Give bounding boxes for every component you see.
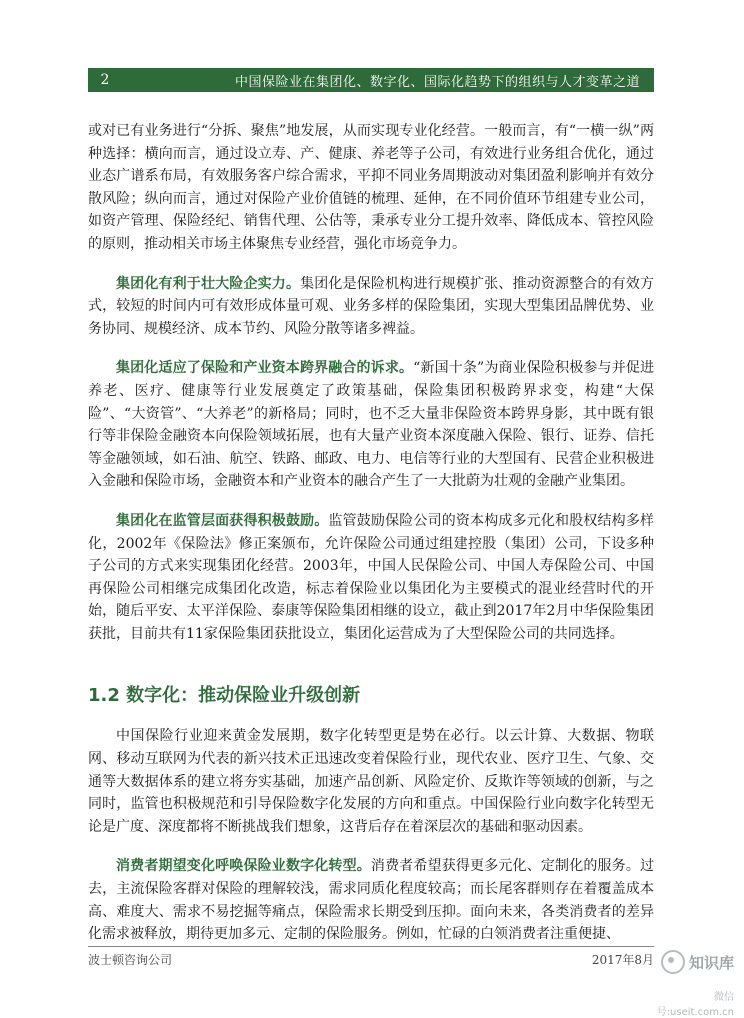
paragraph-3-lead: 集团化适应了保险和产业资本跨界融合的诉求。 <box>116 360 414 377</box>
paragraph-4 <box>88 510 654 646</box>
paragraph-6 <box>88 855 654 945</box>
watermark-logo-text: 知识库 <box>688 953 734 972</box>
main-content <box>88 120 654 963</box>
footer-divider <box>88 946 654 947</box>
paragraph-2 <box>88 273 654 341</box>
paragraph-4-lead: 集团化在监管层面获得积极鼓励。 <box>116 512 329 529</box>
paragraph-3 <box>88 357 654 493</box>
report-title: 中国保险业在集团化、数字化、国际化趋势下的组织与人才变革之道 <box>234 74 640 90</box>
watermark <box>644 950 734 1018</box>
paragraph-2-text: 集团化是保险机构进行规模扩张、推动资源整合的有效方式，较短的时间内可有效形成体量可观、业务多样的保险集团，实现大型集团品牌优势、业务协同、规模经济、成本节约、风险分散等诸多裨益。 <box>88 275 654 337</box>
paragraph-6-text: 消费者希望获得更多元化、定制化的服务。过去，主流保险客群对保险的理解较浅，需求同质化程度较高；而长尾客群则存在着覆盖成本高、难度大、需求不易挖掘等痛点，保险需求长期受到压抑。面向未来，各类消费者的差异化需求被释放，期待更加多元、定制的保险服务。例如，忙碌的白领消费者注重便捷、 <box>88 858 655 943</box>
wechat-icon <box>661 950 685 974</box>
paragraph-5: 中国保险行业迎来黄金发展期，数字化转型更是势在必行。以云计算、大数据、物联网、移动互联网为代表的新兴技术正迅速改变着保险行业，现代农业、医疗卫生、气象、交通等大数据体系的建立将夯实基础，加速产品创新、风险定价、反欺诈等领域的创新，与之同时，监管也积极规范和引导保险数字化发展的方向和重点。中国保险行业向数字化转型无论是广度、深度都将不断挑战我们想象，这背后存在着深层次的基础和驱动因素。 <box>88 728 654 835</box>
watermark-subtext: 微信号:useit.com.cn <box>656 992 734 1018</box>
header-bar <box>88 68 654 92</box>
paragraph-6-lead: 消费者期望变化呼唤保险业数字化转型。 <box>116 858 371 875</box>
paragraph-1: 或对已有业务进行“分拆、聚焦”地发展，从而实现专业化经营。一般而言，有“一横一纵”两种选择：横向而言，通过设立寿、产、健康、养老等子公司，有效进行业务组合优化，通过业态广谱系布局，有效服务客户综合需求，平抑不同业务周期波动对集团盈利影响并有效分散风险；纵向而言，通过对保险产业价值链的梳理、延伸，在不同价值环节组建专业公司，如资产管理、保险经纪、销售代理、公估等，秉承专业分工提升效率、降低成本、管控风险的原则，推动相关市场主体聚焦专业经营，强化市场竞争力。 <box>88 123 654 252</box>
paragraph-3-text: “新国十条”为商业保险积极参与并促进养老、医疗、健康等行业发展奠定了政策基础，保险集团积极跨界求变，构建“大保险”、“大资管”、“大养老”的新格局；同时，也不乏大量非保险资本跨界身影，其中既有银行等非保险金融资本向保险领域拓展，也有大量产业资本深度融入保险、银行、证券、信托等金融领域，如石油、航空、铁路、邮政、电力、电信等行业的大型国有、民营企业积极进入金融和保险市场，金融资本和产业资本的融合产生了一大批蔚为壮观的金融产业集团。 <box>88 360 654 490</box>
paragraph-2-lead: 集团化有利于壮大险企实力。 <box>116 275 301 292</box>
paragraph-4-text: 监管鼓励保险公司的资本构成多元化和股权结构多样化，2002年《保险法》修正案颁布，允许保险公司通过组建控股（集团）公司，下设多种子公司的方式来实现集团化经营。2003年，中国人民保险公司、中国人寿保险公司、中国再保险公司相继完成集团化改造，标志着保险业以集团化为主要模式的混业经营时代的开始，随后平安、太平洋保险、泰康等保险集团相继的设立，截止到2017年2月中华保险集团获批，目前共有11家保险集团获批设立，集团化运营成为了大型保险公司的共同选择。 <box>88 512 655 642</box>
watermark-logo <box>644 950 734 974</box>
footer-company: 波士顿咨询公司 <box>88 953 173 967</box>
footer-date: 2017年8月 <box>591 953 654 967</box>
page-number: 2 <box>100 72 110 88</box>
section-heading: 1.2 数字化：推动保险业升级创新 <box>88 685 361 707</box>
